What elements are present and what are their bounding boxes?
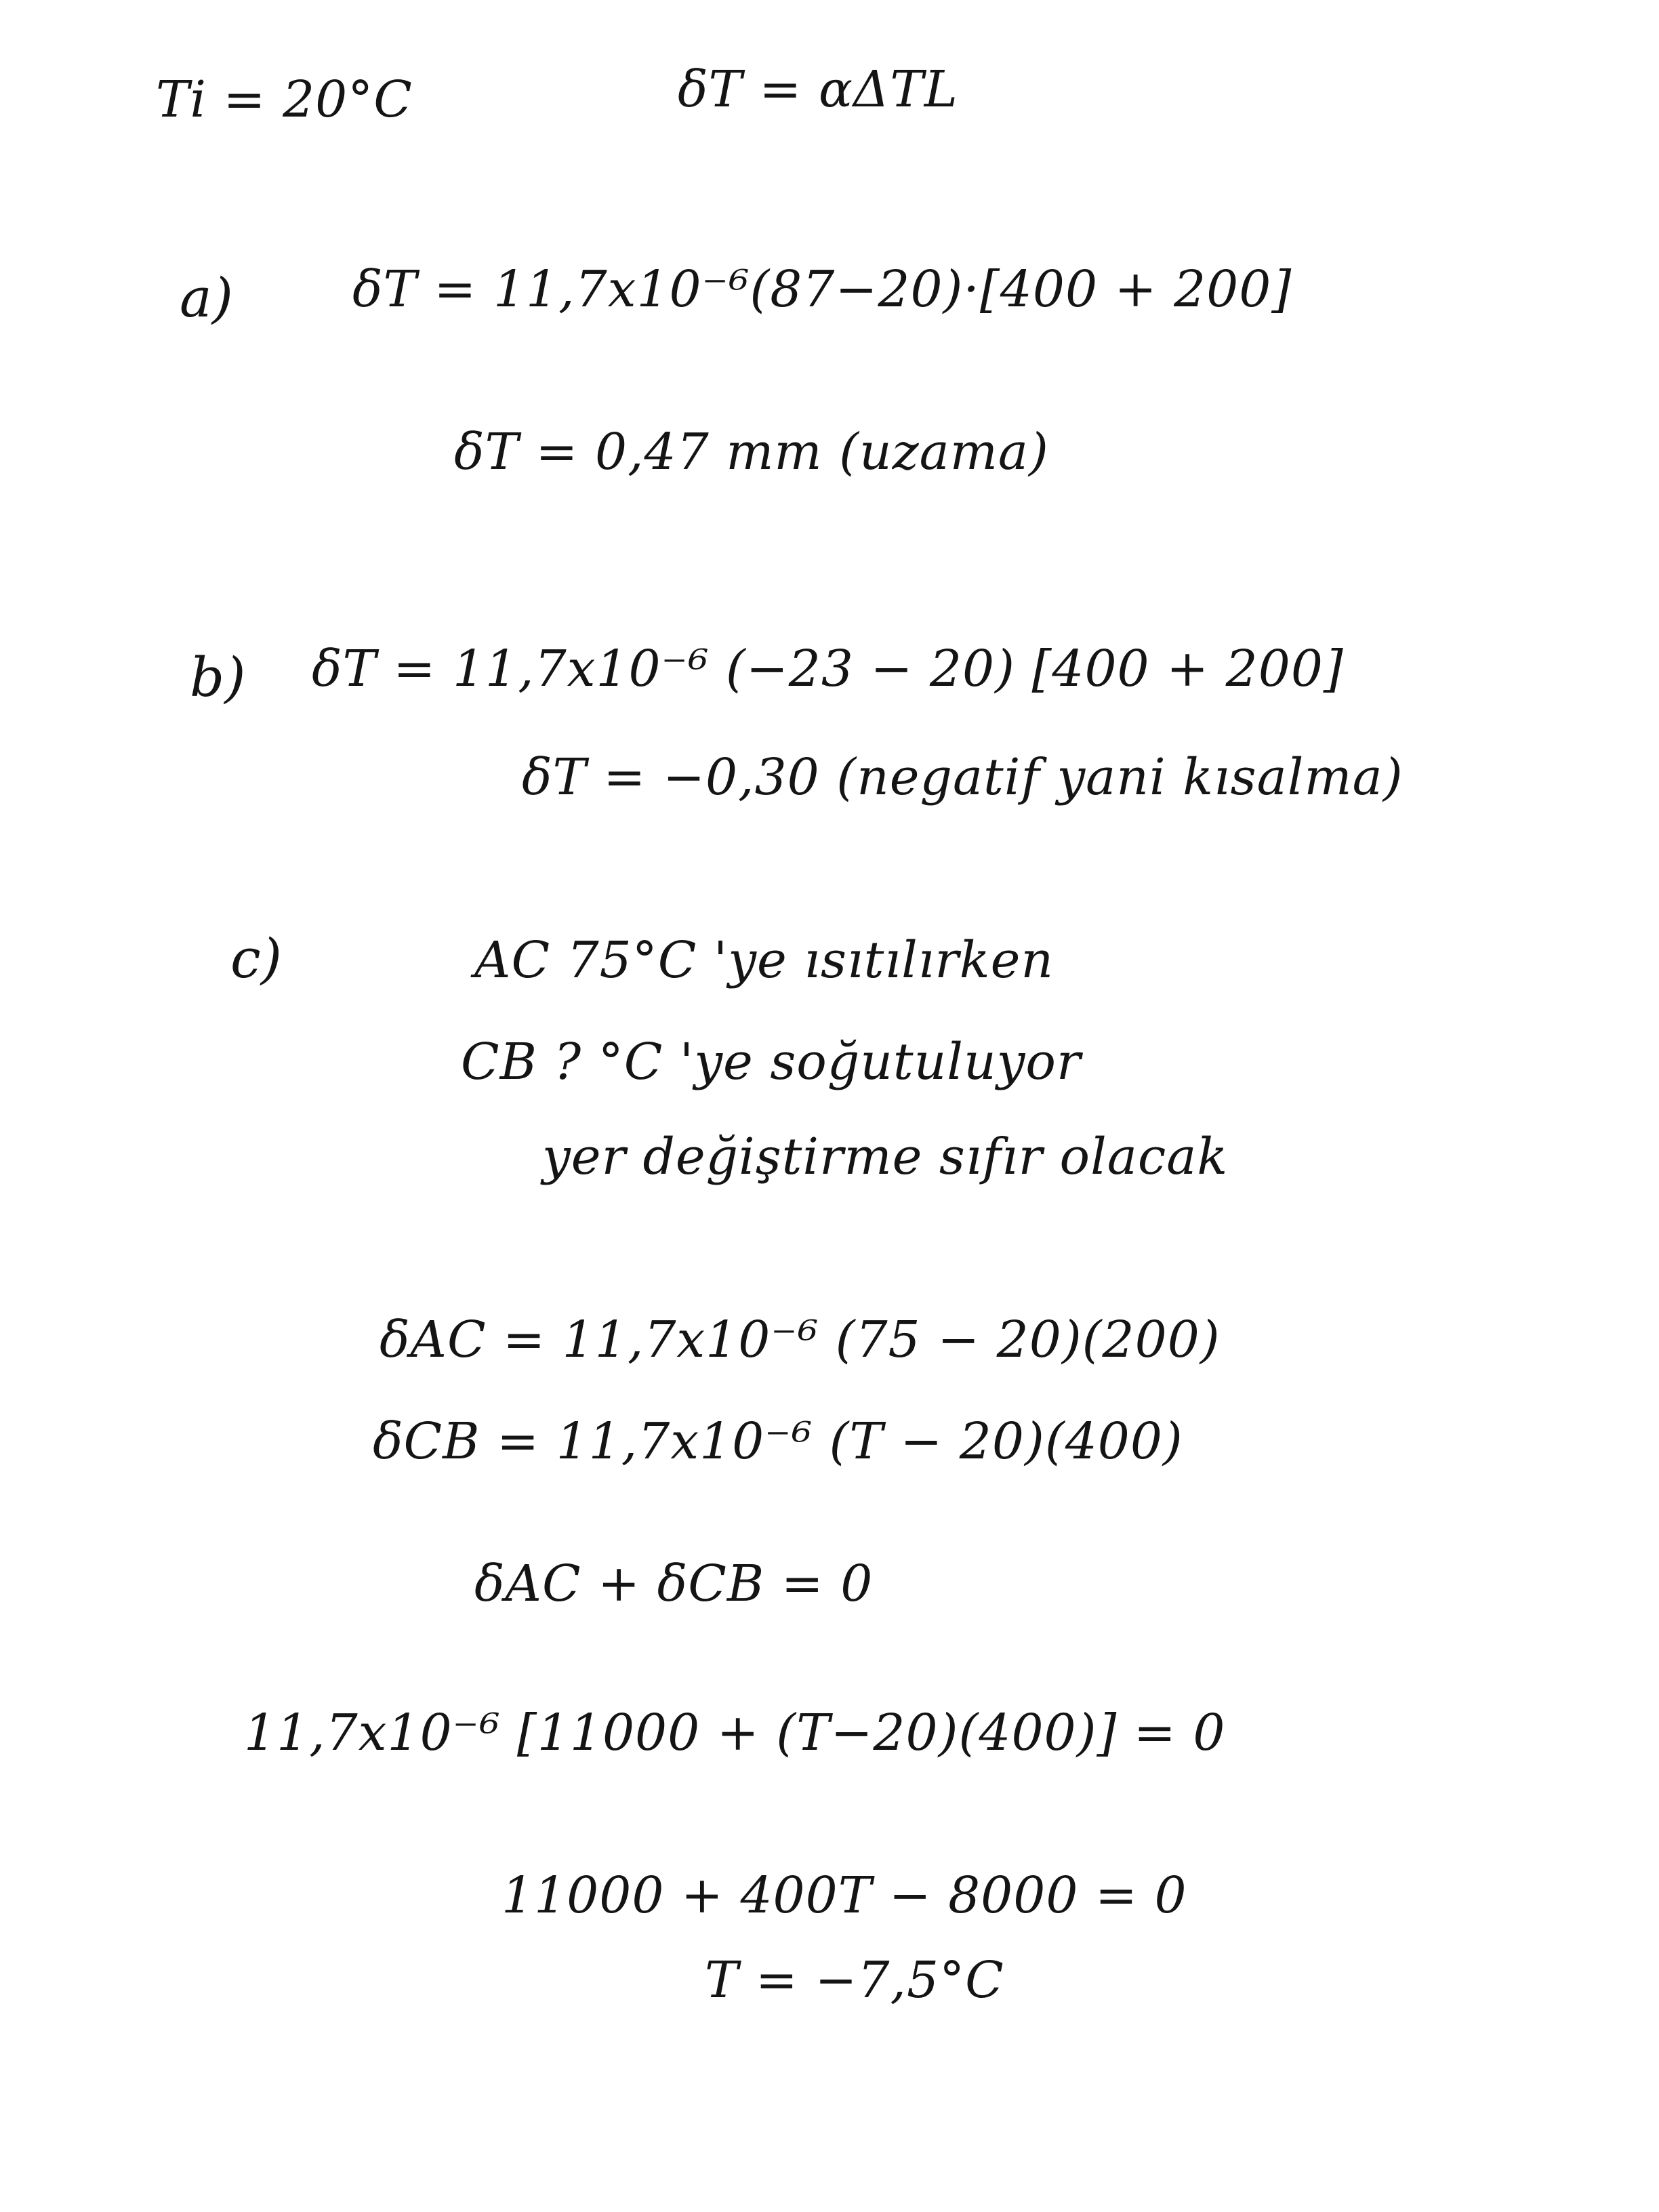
- part-c-final-result: T = −7,5°C: [705, 1951, 1004, 2009]
- part-c-delta-cb: δCB = 11,7x10⁻⁶ (T − 20)(400): [373, 1412, 1183, 1471]
- part-c-ac-heating: AC 75°C 'ye ısıtılırken: [474, 931, 1054, 989]
- part-c-label: c): [230, 927, 283, 990]
- part-c-sum-zero: δAC + δCB = 0: [474, 1555, 874, 1613]
- part-c-delta-ac: δAC = 11,7x10⁻⁶ (75 − 20)(200): [380, 1311, 1221, 1369]
- part-c-simplified-equation: 11000 + 400T − 8000 = 0: [501, 1866, 1187, 1925]
- part-c-cb-cooling: CB ? °C 'ye soğutuluyor: [461, 1033, 1082, 1091]
- part-a-label: a): [180, 266, 233, 329]
- thermal-deformation-formula: δT = αΔTL: [678, 60, 958, 119]
- part-c-combined-equation: 11,7x10⁻⁶ [11000 + (T−20)(400)] = 0: [244, 1704, 1226, 1762]
- initial-temperature: Ti = 20°C: [156, 70, 413, 129]
- part-a-equation: δT = 11,7x10⁻⁶(87−20)·[400 + 200]: [352, 260, 1292, 319]
- part-b-result: δT = −0,30 (negatif yani kısalma): [522, 748, 1404, 806]
- part-b-label: b): [190, 646, 246, 709]
- part-c-condition: yer değiştirme sıfır olacak: [542, 1128, 1229, 1186]
- part-b-equation: δT = 11,7x10⁻⁶ (−23 − 20) [400 + 200]: [312, 640, 1344, 698]
- part-a-result: δT = 0,47 mm (uzama): [454, 423, 1049, 481]
